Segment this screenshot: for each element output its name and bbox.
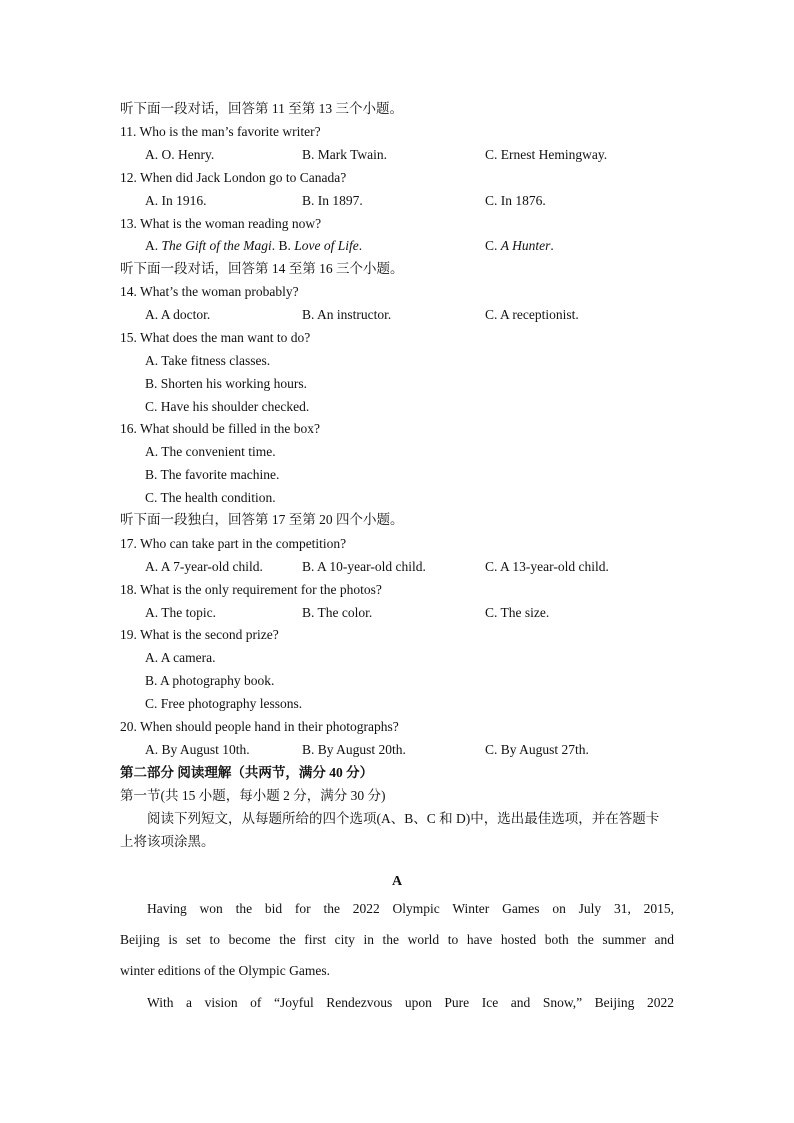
para1-line-3: winter editions of the Olympic Games. bbox=[120, 963, 330, 978]
q16-option-a: A. The convenient time. bbox=[145, 444, 276, 459]
q12-option-b: B. In 1897. bbox=[302, 193, 363, 208]
q18-option-b: B. The color. bbox=[302, 605, 373, 620]
q15-option-b: B. Shorten his working hours. bbox=[145, 376, 307, 391]
para2-line-1: With a vision of “Joyful Rendezvous upon Pure Ice and Snow,” Beijing 2022 bbox=[147, 995, 674, 1010]
question-18: 18. What is the only requirement for the photos? bbox=[120, 582, 382, 597]
q13-option-a-title: The Gift of the Magi bbox=[161, 238, 272, 253]
section1-title: 第一节(共 15 小题，每小题 2 分，满分 30 分) bbox=[120, 788, 386, 803]
question-13: 13. What is the woman reading now? bbox=[120, 216, 322, 231]
q19-option-c: C. Free photography lessons. bbox=[145, 696, 303, 711]
question-20: 20. When should people hand in their photographs? bbox=[120, 719, 399, 734]
instructions-line-1: 阅读下列短文，从每题所给的四个选项(A、B、C 和 D)中，选出最佳选项，并在答题卡 bbox=[147, 811, 660, 826]
q13-options-ab: A. The Gift of the Magi. B. Love of Life. bbox=[145, 238, 363, 253]
q17-option-a: A. A 7-year-old child. bbox=[145, 559, 263, 574]
intro-14-16: 听下面一段对话，回答第 14 至第 16 三个小题。 bbox=[120, 261, 404, 276]
q11-option-b: B. Mark Twain. bbox=[302, 147, 388, 162]
q11-option-a: A. O. Henry. bbox=[145, 147, 215, 162]
q16-option-b: B. The favorite machine. bbox=[145, 467, 280, 482]
q15-option-c: C. Have his shoulder checked. bbox=[145, 399, 310, 414]
question-16: 16. What should be filled in the box? bbox=[120, 421, 320, 436]
instructions-line-2: 上将该项涂黑。 bbox=[120, 834, 215, 849]
part2-title: 第二部分 阅读理解（共两节，满分 40 分） bbox=[120, 765, 374, 780]
q17-option-c: C. A 13-year-old child. bbox=[485, 559, 609, 574]
question-12: 12. When did Jack London go to Canada? bbox=[120, 170, 347, 185]
para1-line-2: Beijing is set to become the first city in the world to have hosted both the summer and bbox=[120, 932, 674, 947]
question-15: 15. What does the man want to do? bbox=[120, 330, 311, 345]
q15-option-a: A. Take fitness classes. bbox=[145, 353, 271, 368]
q19-option-b: B. A photography book. bbox=[145, 673, 275, 688]
q18-option-a: A. The topic. bbox=[145, 605, 216, 620]
q12-option-c: C. In 1876. bbox=[485, 193, 546, 208]
question-17: 17. Who can take part in the competition? bbox=[120, 536, 347, 551]
q14-option-a: A. A doctor. bbox=[145, 307, 211, 322]
q17-option-b: B. A 10-year-old child. bbox=[302, 559, 426, 574]
q20-option-c: C. By August 27th. bbox=[485, 742, 589, 757]
q19-option-a: A. A camera. bbox=[145, 650, 216, 665]
q18-option-c: C. The size. bbox=[485, 605, 550, 620]
q13-option-c: C. A Hunter. bbox=[485, 238, 554, 253]
q13-option-b-title: Love of Life bbox=[294, 238, 359, 253]
passage-letter: A bbox=[391, 874, 403, 889]
q14-option-c: C. A receptionist. bbox=[485, 307, 579, 322]
q13-option-c-title: A Hunter bbox=[500, 238, 551, 253]
intro-17-20: 听下面一段独白，回答第 17 至第 20 四个小题。 bbox=[120, 512, 404, 527]
q20-option-b: B. By August 20th. bbox=[302, 742, 406, 757]
question-14: 14. What’s the woman probably? bbox=[120, 284, 299, 299]
q14-option-b: B. An instructor. bbox=[302, 307, 392, 322]
intro-11-13: 听下面一段对话，回答第 11 至第 13 三个小题。 bbox=[120, 101, 403, 116]
q11-option-c: C. Ernest Hemingway. bbox=[485, 147, 608, 162]
q16-option-c: C. The health condition. bbox=[145, 490, 276, 505]
q20-option-a: A. By August 10th. bbox=[145, 742, 250, 757]
para1-line-1: Having won the bid for the 2022 Olympic Winter Games on July 31, 2015, bbox=[147, 901, 674, 916]
q12-option-a: A. In 1916. bbox=[145, 193, 207, 208]
question-19: 19. What is the second prize? bbox=[120, 627, 279, 642]
question-11: 11. Who is the man’s favorite writer? bbox=[120, 124, 321, 139]
